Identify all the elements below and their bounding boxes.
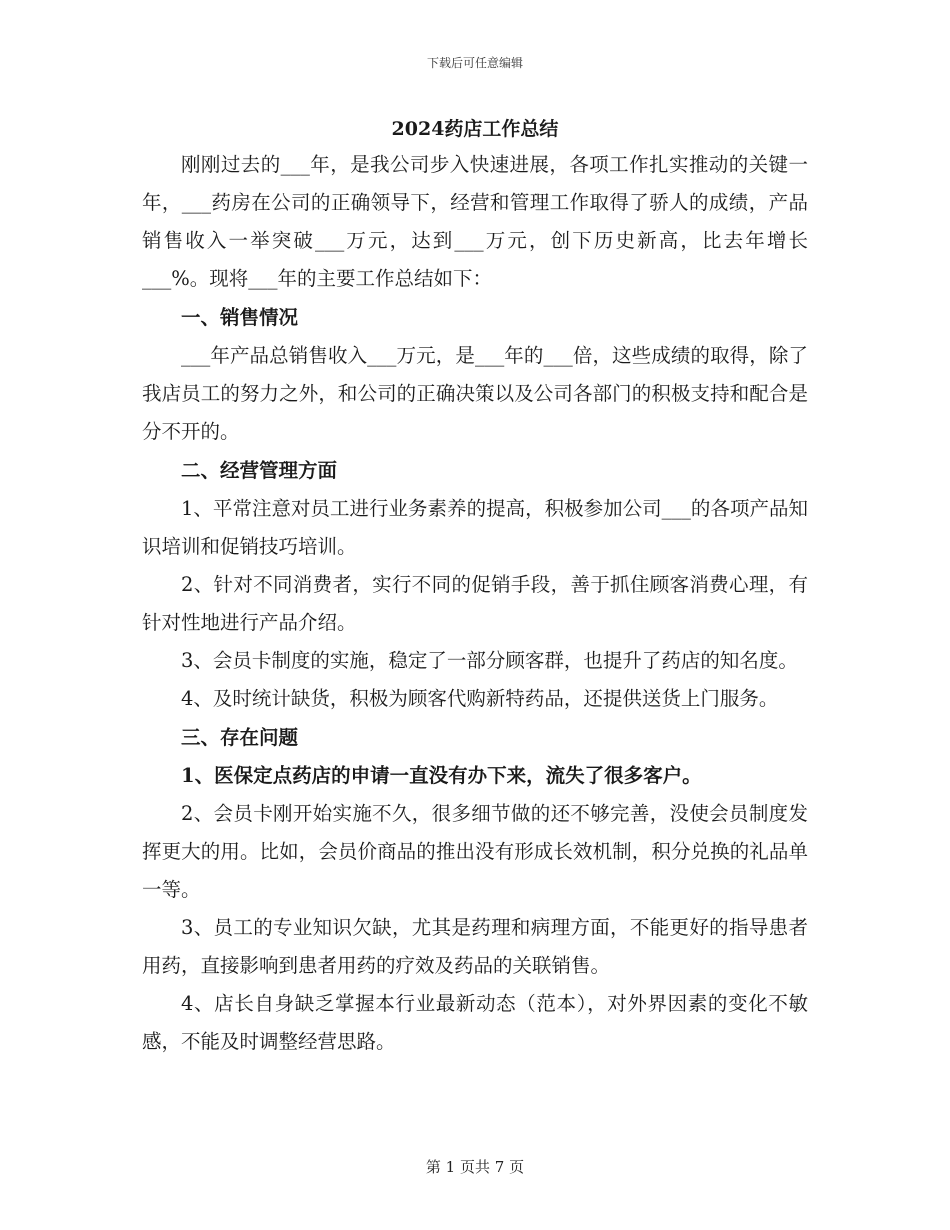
page-header-note: 下载后可任意编辑 [426, 56, 523, 70]
problem-item-2: 2、会员卡刚开始实施不久，很多细节做的还不够完善，没使会员制度发挥更大的用。比如，会员价商品的推出没有形成长效机制，积分兑换的礼品单一等。 [142, 802, 808, 901]
intro-paragraph: 刚刚过去的___年，是我公司步入快速进展，各项工作扎实推动的关键一年，___药房在公司的正确领导下，经营和管理工作取得了骄人的成绩，产品销售收入一举突破___万元，达到___万元，创下历史新高，比去年增长___%。现将___年的主要工作总结如下： [142, 153, 808, 290]
section-heading-management: 二、经营管理方面 [181, 459, 338, 482]
document-title: 2024药店工作总结 [391, 118, 559, 140]
management-item-2: 2、针对不同消费者，实行不同的促销手段，善于抓住顾客消费心理，有针对性地进行产品介绍。 [142, 573, 808, 634]
problem-item-4: 4、店长自身缺乏掌握本行业最新动态（范本），对外界因素的变化不敏感，不能及时调整经营思路。 [142, 992, 808, 1053]
page-number: 第 1 页共 7 页 [425, 1158, 525, 1176]
management-item-1: 1、平常注意对员工进行业务素养的提高，积极参加公司___的各项产品知识培训和促销技巧培训。 [142, 497, 808, 558]
problem-item-1: 1、医保定点药店的申请一直没有办下来，流失了很多客户。 [181, 764, 702, 787]
problem-item-3: 3、员工的专业知识欠缺，尤其是药理和病理方面，不能更好的指导患者用药，直接影响到患者用药的疗效及药品的关联销售。 [142, 916, 808, 977]
management-item-3: 3、会员卡制度的实施，稳定了一部分顾客群，也提升了药店的知名度。 [181, 649, 798, 672]
section-heading-sales: 一、销售情况 [181, 306, 299, 329]
management-item-4: 4、及时统计缺货，积极为顾客代购新特药品，还提供送货上门服务。 [181, 687, 779, 710]
section-heading-problems: 三、存在问题 [181, 726, 299, 749]
document-body [142, 112, 808, 1061]
sales-paragraph: ___年产品总销售收入___万元，是___年的___倍，这些成绩的取得，除了我店员工的努力之外，和公司的正确决策以及公司各部门的积极支持和配合是分不开的。 [142, 344, 808, 443]
